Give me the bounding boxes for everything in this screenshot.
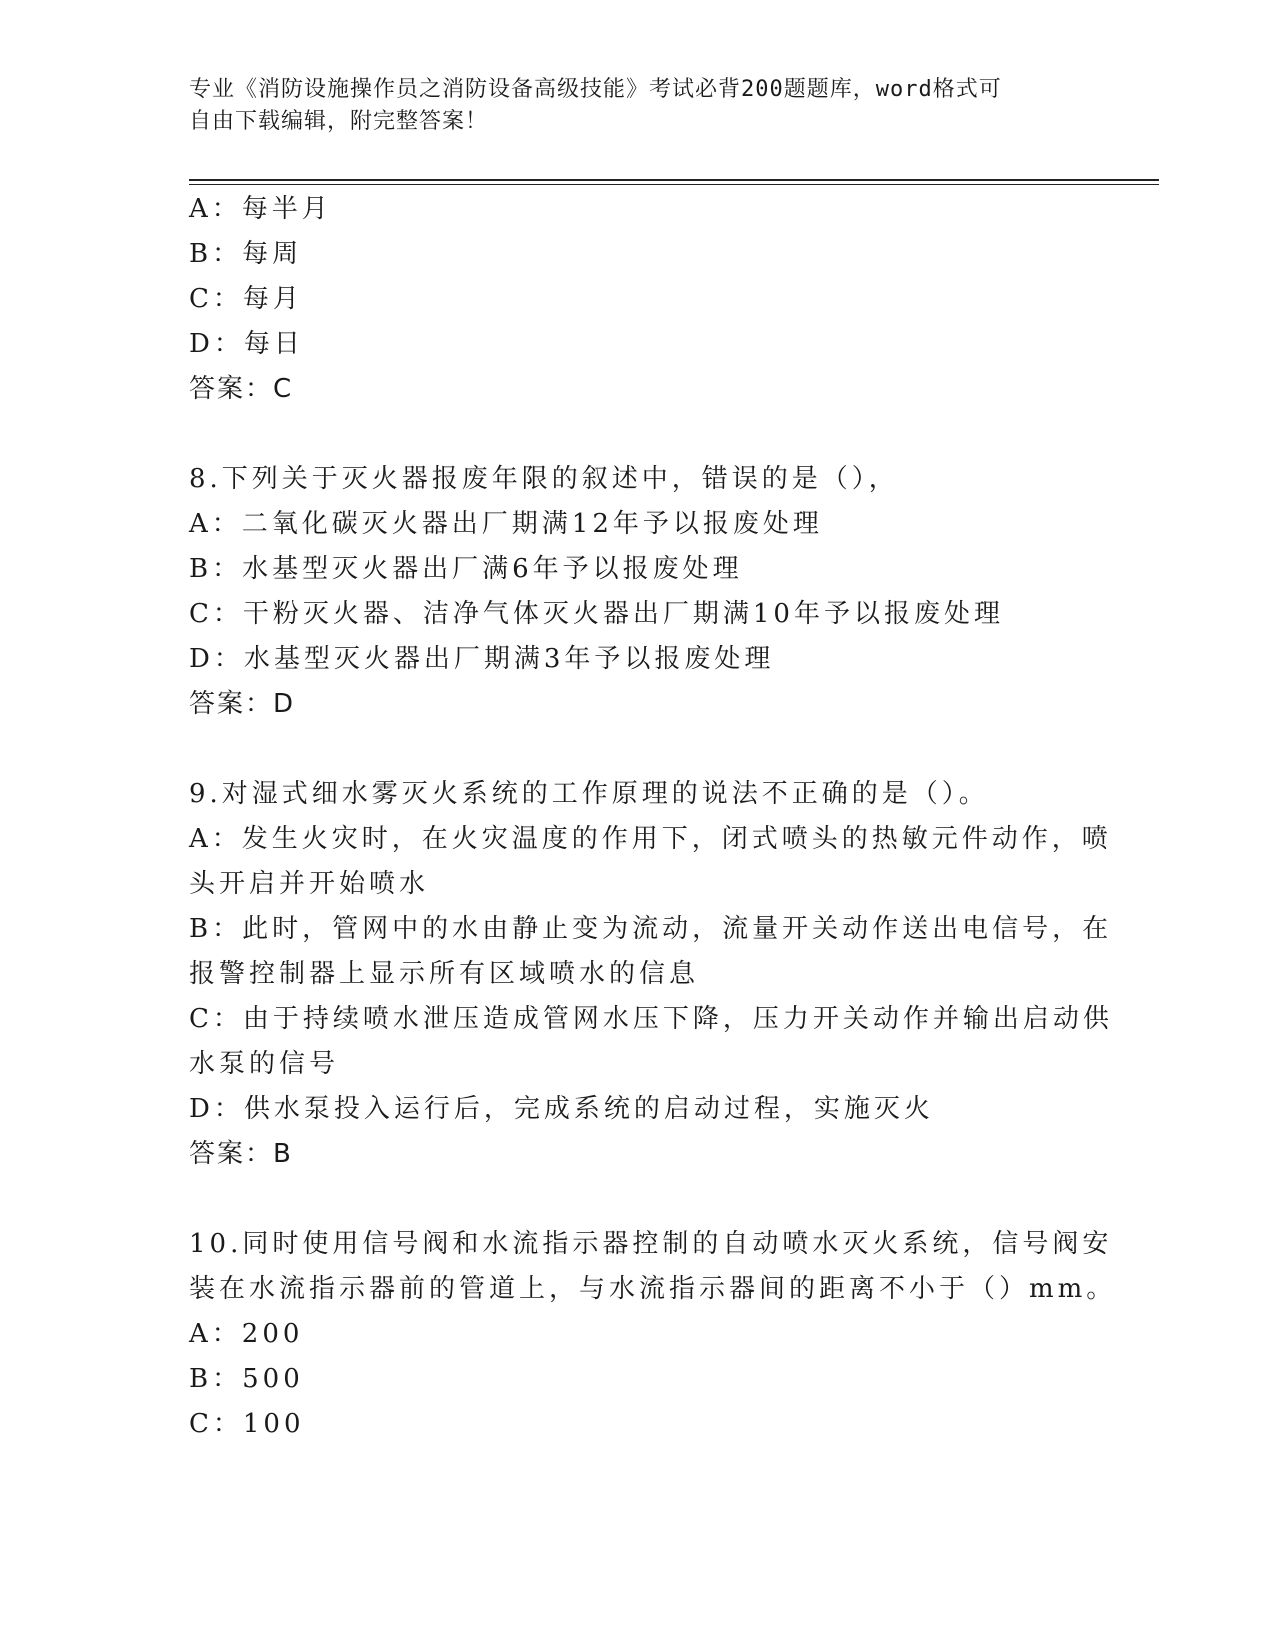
q8-option-b: B：水基型灭火器出厂满6年予以报废处理 xyxy=(189,554,743,584)
q10-question-line-1: 10.同时使用信号阀和水流指示器控制的自动喷水灭火系统，信号阀安 xyxy=(189,1229,1113,1259)
q9-option-b-cont: 报警控制器上显示所有区域喷水的信息 xyxy=(189,959,700,989)
q10-question-line-2: 装在水流指示器前的管道上，与水流指示器间的距离不小于（）mm。 xyxy=(189,1274,1117,1304)
q9-question: 9.对湿式细水雾灭火系统的工作原理的说法不正确的是（）。 xyxy=(189,779,989,809)
q7-option-b: B：每周 xyxy=(189,239,303,269)
q9-option-a: A：发生火灾时，在火灾温度的作用下，闭式喷头的热敏元件动作，喷 xyxy=(189,824,1112,854)
q8-question: 8.下列关于灭火器报废年限的叙述中，错误的是（）， xyxy=(189,464,899,494)
q8-option-d: D：水基型灭火器出厂期满3年予以报废处理 xyxy=(189,644,775,674)
q8-option-a: A：二氧化碳灭火器出厂期满12年予以报废处理 xyxy=(189,509,823,539)
q10-option-a: A：200 xyxy=(189,1319,304,1349)
q7-answer: 答案：C xyxy=(189,374,294,404)
q9-option-d: D：供水泵投入运行后，完成系统的启动过程，实施灭火 xyxy=(189,1094,934,1124)
q7-option-a: A：每半月 xyxy=(189,194,332,224)
header-divider-thin xyxy=(189,184,1159,185)
q10-option-b: B：500 xyxy=(189,1364,304,1394)
q9-option-a-cont: 头开启并开始喷水 xyxy=(189,869,430,899)
header-divider-thick xyxy=(189,179,1159,181)
q9-option-b: B：此时，管网中的水由静止变为流动，流量开关动作送出电信号，在 xyxy=(189,914,1113,944)
q8-answer: 答案：D xyxy=(189,689,296,719)
q7-option-c: C：每月 xyxy=(189,284,303,314)
q10-option-c: C：100 xyxy=(189,1409,305,1439)
header-line-1: 专业《消防设施操作员之消防设备高级技能》考试必背200题题库，word格式可 xyxy=(189,77,1002,102)
document-header xyxy=(189,74,1089,138)
q8-option-c: C：干粉灭火器、洁净气体灭火器出厂期满10年予以报废处理 xyxy=(189,599,1004,629)
header-line-2: 自由下载编辑，附完整答案！ xyxy=(189,109,489,134)
q9-answer: 答案：B xyxy=(189,1139,293,1169)
q9-option-c: C：由于持续喷水泄压造成管网水压下降，压力开关动作并输出启动供 xyxy=(189,1004,1113,1034)
q9-option-c-cont: 水泵的信号 xyxy=(189,1049,340,1079)
q7-option-d: D：每日 xyxy=(189,329,304,359)
